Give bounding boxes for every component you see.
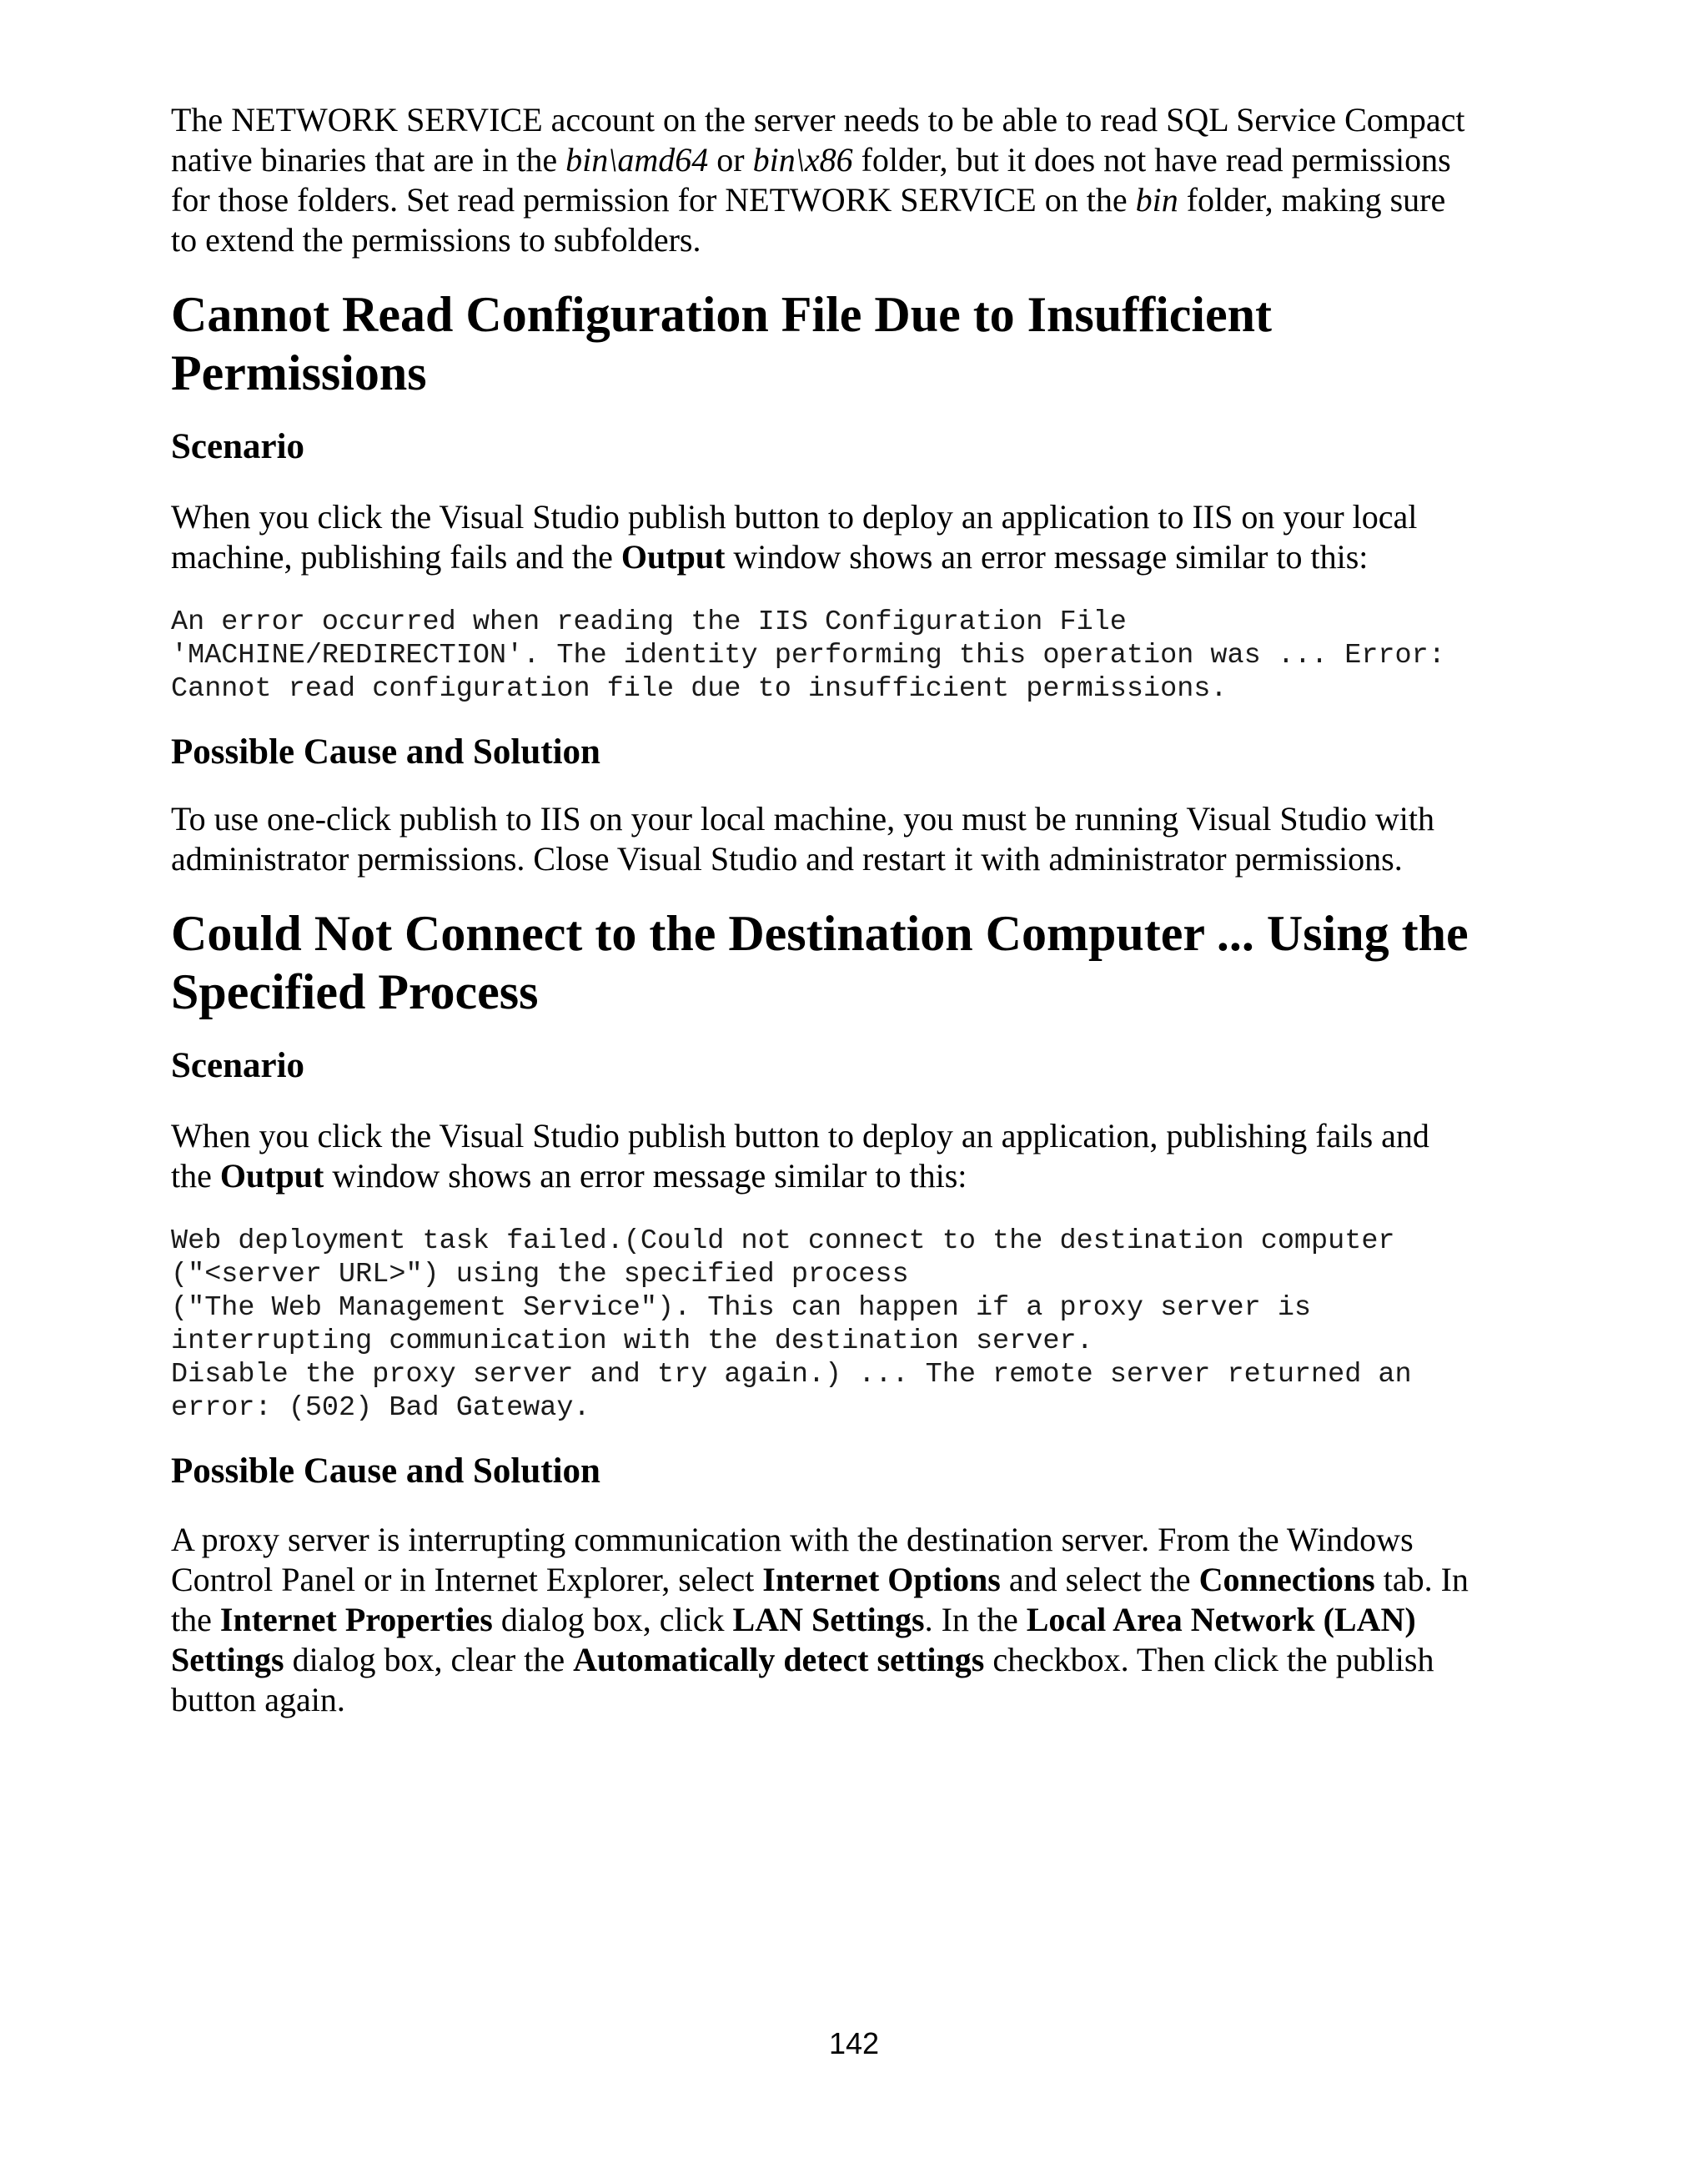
section1-error-code: An error occurred when reading the IIS Configuration File 'MACHINE/REDIRECTION'. The identity performing this operation was ... Error: Cannot read configuration file due to insufficient permissions. [171,606,1445,705]
page-number: 142 [828,2026,880,2060]
section1-cause-paragraph: To use one-click publish to IIS on your local machine, you must be running Visual Studio with administrator permissions. Close Visual Studio and restart it with administrator permissions. [171,800,1434,878]
section1-cause-heading: Possible Cause and Solution [171,732,600,772]
intro-line: The NETWORK SERVICE account on the server needs to be able to read SQL Service Compact [171,101,1465,138]
section1-scenario-paragraph: When you click the Visual Studio publish button to deploy an application to IIS on your local machine, publishing fails and the Output window shows an error message similar to this: [171,498,1418,576]
section2-scenario-paragraph: When you click the Visual Studio publish button to deploy an application, publishing fails and the Output window shows an error message similar to this: [171,1117,1429,1195]
output-window-label: Output [219,1157,324,1195]
intro-line: to extend the permissions to subfolders. [171,221,701,259]
lan-dialog-label: Local Area Network (LAN) [1026,1601,1416,1638]
section1-scenario-heading: Scenario [171,427,305,466]
section2-title: Could Not Connect to the Destination Computer ... Using the Specified Process [171,906,1469,1019]
internet-options-label: Internet Options [762,1561,1001,1598]
section2-cause-paragraph: A proxy server is interrupting communication with the destination server. From the Windows Control Panel or in Internet Explorer, select Internet Options and select the Connections tab. In the Internet Properties dialog box, click LAN Settings. In the Local Area Network (LAN) Settings dialog box, clear the Automatically detect settings checkbox. Then click the publish button again. [171,1521,1469,1718]
intro-line: for those folders. Set read permission for NETWORK SERVICE on the bin folder, making sure [171,181,1446,219]
output-window-label: Output [620,538,726,576]
auto-detect-checkbox-label: Automatically detect settings [573,1641,985,1678]
path-amd64: bin\amd64 [565,141,709,179]
intro-paragraph [171,100,1555,260]
document-page [171,100,1555,1720]
lan-settings-label: LAN Settings [732,1601,925,1638]
path-x86: bin\x86 [752,141,853,179]
section1-title: Cannot Read Configuration File Due to Insufficient Permissions [171,287,1273,400]
path-bin: bin [1135,181,1178,219]
internet-properties-label: Internet Properties [219,1601,493,1638]
intro-line: native binaries that are in the bin\amd64 or bin\x86 folder, but it does not have read permissions [171,141,1451,179]
section2-error-code: Web deployment task failed.(Could not connect to the destination computer ("<server URL>") using the specified process ("The Web Management Service"). This can happen if a proxy server is interrupting communication with the destination server. Disable the proxy server and try again.) ... The remote server returned an error: (502) Bad Gateway. [171,1225,1412,1424]
section2-scenario-heading: Scenario [171,1046,305,1085]
lan-dialog-label-cont: Settings [171,1641,284,1678]
section2-cause-heading: Possible Cause and Solution [171,1451,600,1491]
connections-tab-label: Connections [1198,1561,1375,1598]
